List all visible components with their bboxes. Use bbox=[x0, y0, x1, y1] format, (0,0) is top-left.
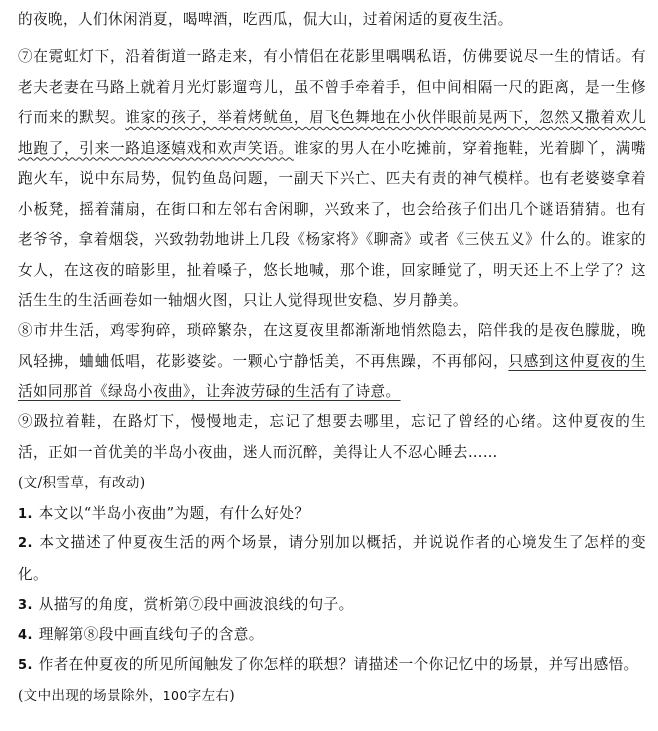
question-number: 5. bbox=[18, 658, 33, 673]
paragraph-7-wavy-sentence: 谁家的孩子，举着烤鱿鱼，眉飞色舞地在小伙伴眼前晃两下，忽然又撒着欢儿地跑了，引来一路追逐嬉戏和欢声笑语。 bbox=[18, 109, 646, 157]
paragraph-8 bbox=[18, 316, 646, 408]
source-attribution: (文/积雪草，有改动) bbox=[18, 475, 146, 491]
note-word-count: 100 bbox=[162, 688, 188, 703]
question-number: 2. bbox=[18, 536, 33, 551]
paragraph-8-text-a: ⑧市井生活，鸡零狗碎，琐碎繁杂，在这夏夜里都渐渐地悄然隐去，陪伴我的是夜色朦胧，晚风轻拂，蛐蛐低唱，花影婆娑。一颗心宁静恬美，不再焦躁，不再郁闷， bbox=[18, 322, 646, 370]
paragraph-9: ⑨趿拉着鞋，在路灯下，慢慢地走，忘记了想要去哪里，忘记了曾经的心绪。这仲夏夜的生活，正如一首优美的半岛小夜曲，迷人而沉醉，美得让人不忍心睡去…… bbox=[18, 413, 646, 461]
question-text: 作者在仲夏夜的所见所闻触发了你怎样的联想？请描述一个你记忆中的场景，并写出感悟。 bbox=[38, 656, 639, 673]
question-4 bbox=[18, 620, 646, 652]
question-number: 4. bbox=[18, 628, 33, 643]
question-5-note bbox=[18, 681, 646, 712]
question-number: 3. bbox=[18, 598, 33, 613]
note-text-a: (文中出现的场景除外， bbox=[18, 688, 163, 704]
question-5 bbox=[18, 650, 646, 682]
paragraph-intro: 的夜晚，人们休闲消夏，喝啤酒，吃西瓜，侃大山，过着闲适的夏夜生活。 bbox=[18, 11, 513, 28]
note-text-b: 字左右) bbox=[187, 688, 236, 704]
paragraph-7 bbox=[18, 42, 646, 317]
question-3 bbox=[18, 590, 646, 622]
question-1 bbox=[18, 499, 646, 531]
paragraph-8-underlined-sentence: 只感到这仲夏夜的生活如同那首《绿岛小夜曲》，让奔波劳碌的生活有了诗意。 bbox=[18, 352, 646, 400]
question-number: 1. bbox=[18, 507, 33, 522]
paragraph-7-text-b: 谁家的男人在小吃摊前，穿着拖鞋，光着脚丫，满嘴跑火车，说中东局势，侃钓鱼岛问题，一副天下兴亡、匹夫有责的神气模样。也有老婆婆拿着小板凳，摇着蒲扇，在街口和左邻右舍闲聊，兴致来了，也会给孩子们出几个谜语猜猜。也有老爷爷，拿着烟袋，兴致勃勃地讲上几段《杨家将》《聊斋》或者《三侠五义》什么的。谁家的女人，在这夜的暗影里，扯着嗓子，悠长地喊，那个谁，回家睡觉了，明天还上不上学了？这活生生的生活画卷如一轴烟火图，只让人觉得现世安稳、岁月静美。 bbox=[18, 139, 647, 309]
paragraph-7-text-a: ⑦在霓虹灯下，沿着街道一路走来，有小情侣在花影里喁喁私语，仿佛要说尽一生的情话。有老夫老妻在马路上就着月光灯影遛弯儿，虽不曾手牵着手，但中间相隔一尺的距离，是一生修行而来的默契。 bbox=[18, 48, 646, 126]
question-text: 本文以“半岛小夜曲”为题，有什么好处？ bbox=[38, 505, 310, 522]
question-text: 理解第⑧段中画直线句子的含意。 bbox=[38, 626, 264, 643]
question-text: 从描写的角度，赏析第⑦段中画波浪线的句子。 bbox=[38, 596, 354, 613]
question-text: 本文描述了仲夏夜生活的两个场景，请分别加以概括，并说说作者的心境发生了怎样的变化。 bbox=[18, 534, 646, 583]
question-2 bbox=[18, 528, 646, 590]
